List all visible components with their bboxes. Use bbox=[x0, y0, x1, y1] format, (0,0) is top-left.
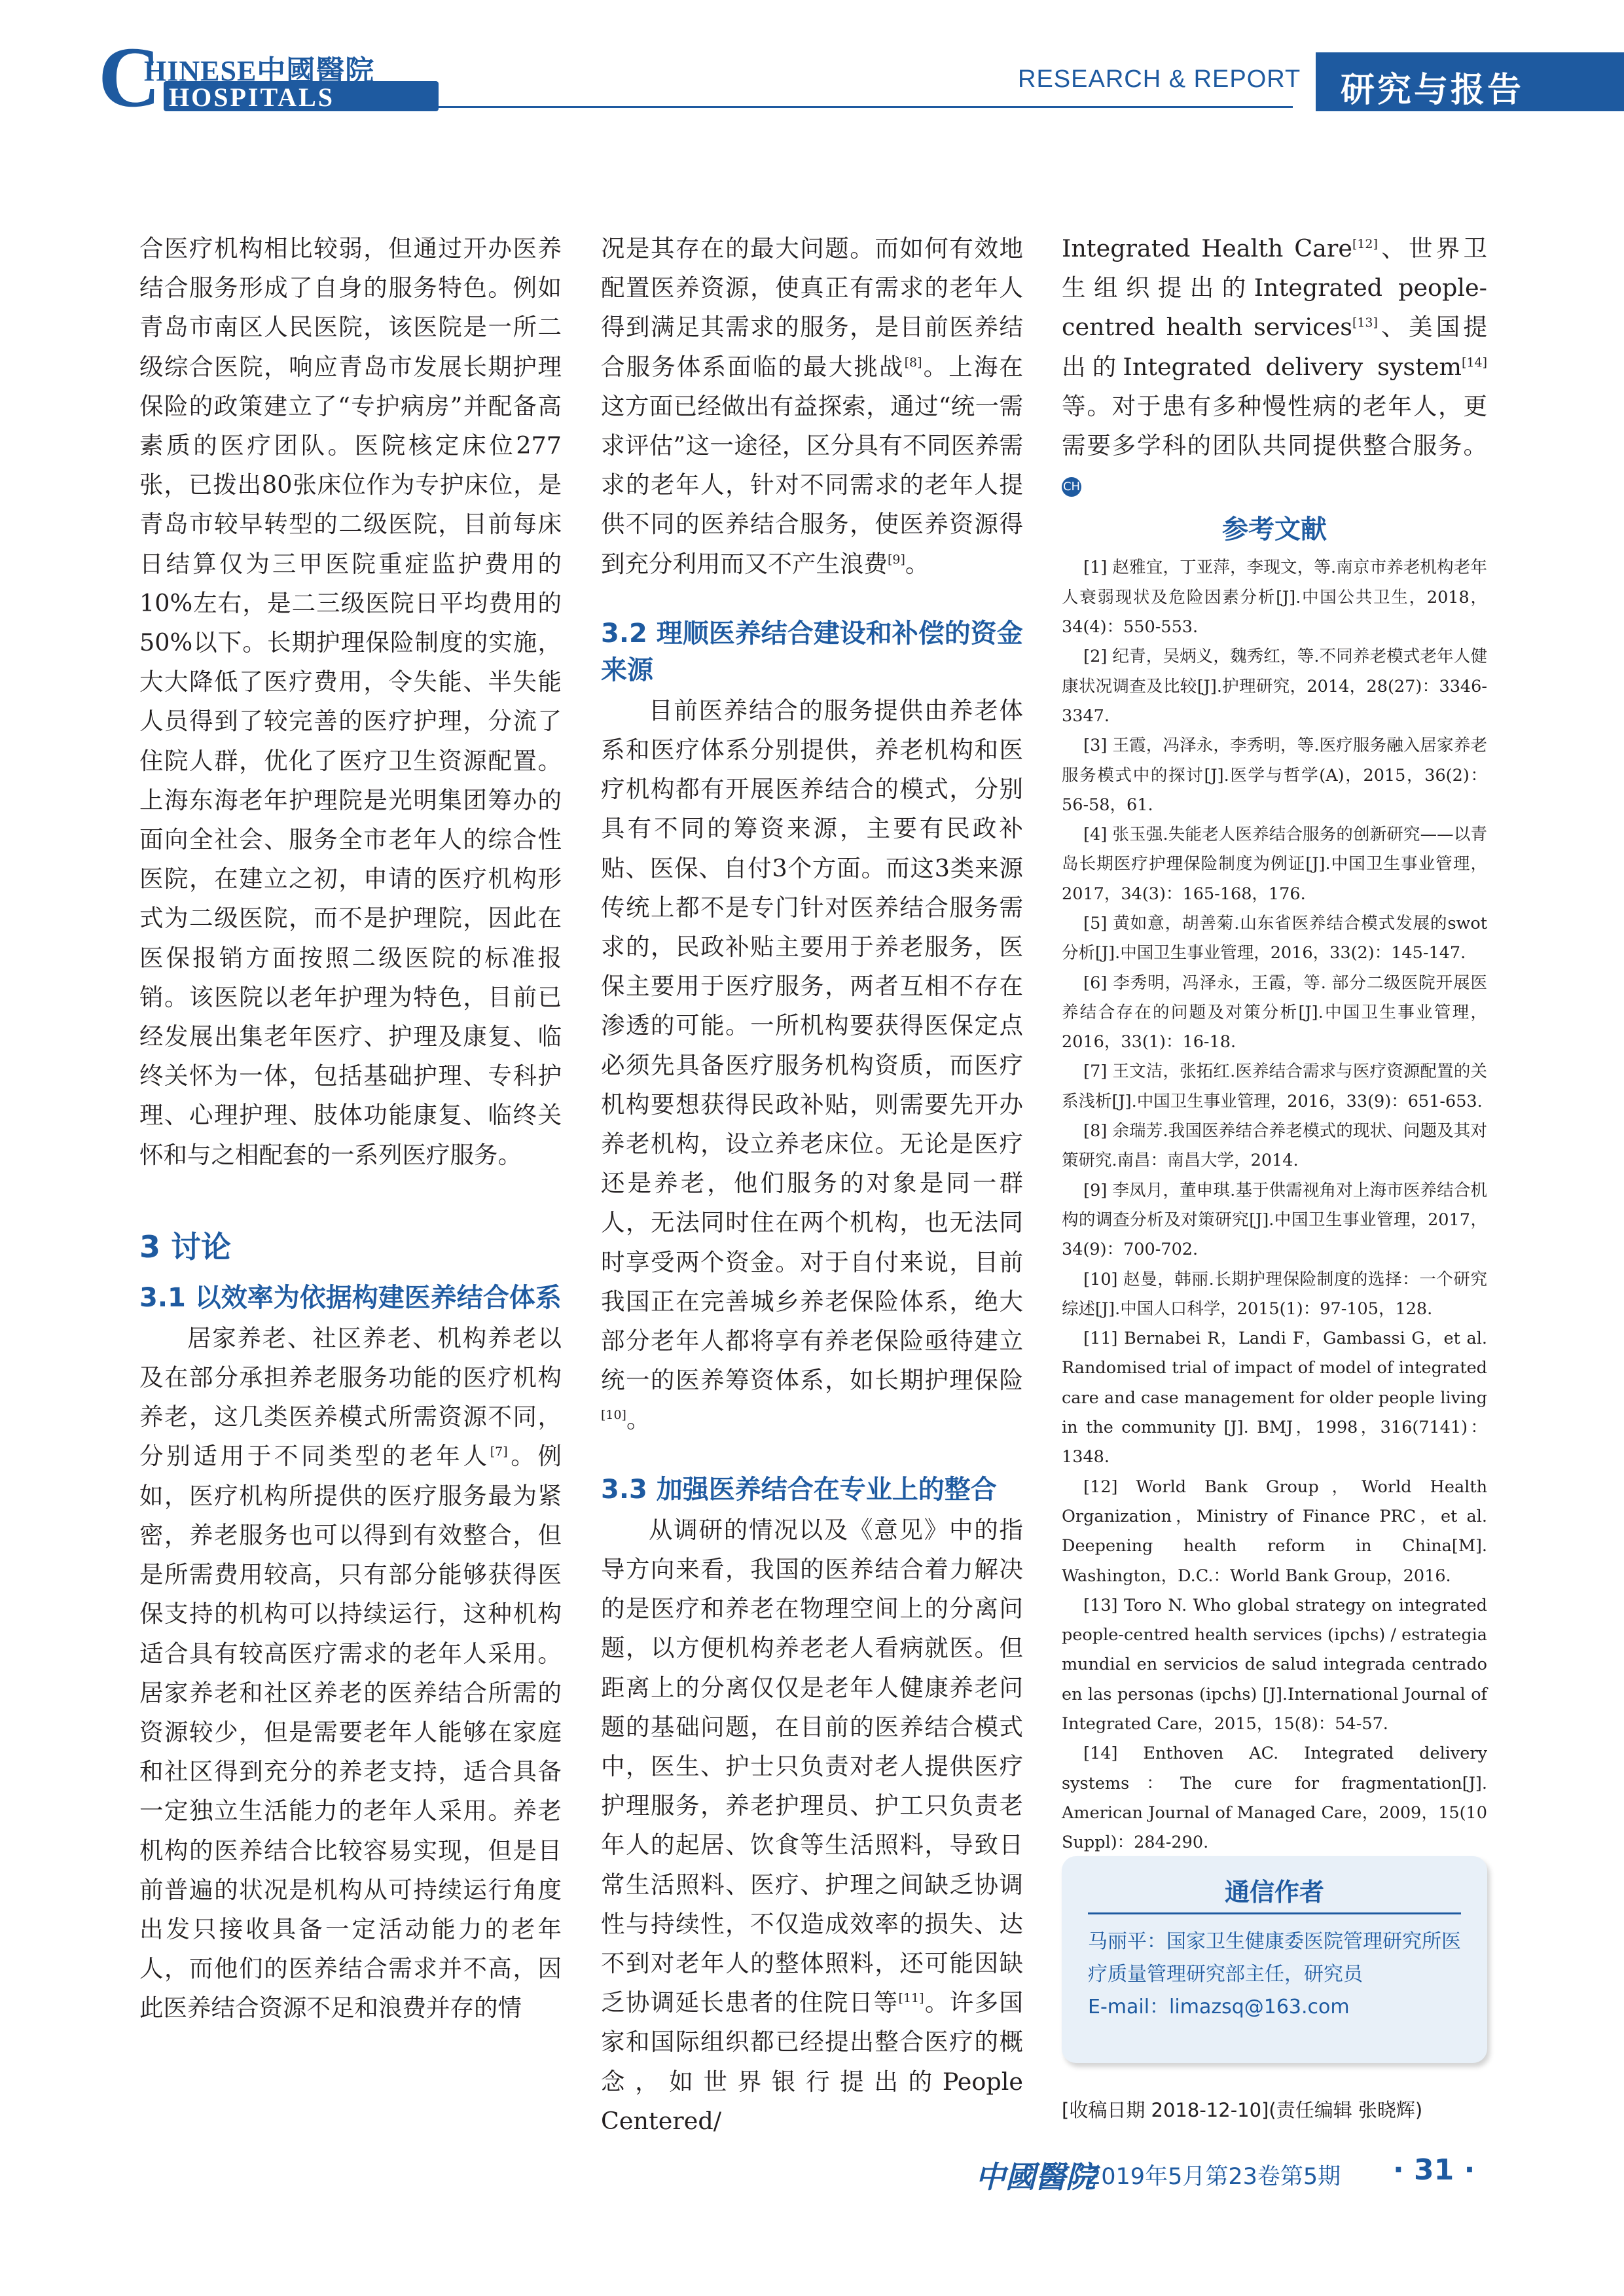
section-title-en: RESEARCH & REPORT bbox=[1018, 65, 1301, 93]
section-title-cn: 研究与报告 bbox=[1341, 71, 1525, 110]
corresponding-author-box bbox=[1062, 1856, 1487, 2063]
reference-item: [11] Bernabei R，Landi F，Gambassi G，et al. Randomised trial of impact of model of integrated care and case management for older people living in the community [J]. BMJ，1998，316(7141)：1348. bbox=[1062, 1329, 1487, 1467]
corresponding-author-info bbox=[1088, 1926, 1468, 2024]
citation[interactable]: [7] bbox=[490, 1444, 508, 1460]
reference-item: [4] 张玉强.失能老人医养结合服务的创新研究——以青岛长期医疗护理保险制度为例证[J].中国卫生事业管理，2017，34(3)：165-168，176. bbox=[1062, 825, 1487, 904]
column-1 bbox=[139, 229, 562, 2028]
reference-item: [2] 纪青，吴炳义，魏秀红，等.不同养老模式老年人健康状况调查及比较[J].护理研究，2014，28(27)：3346-3347. bbox=[1062, 647, 1487, 726]
references-heading: 参考文献 bbox=[1222, 514, 1327, 545]
reference-item: [3] 王霞，冯泽永，李秀明，等.医疗服务融入居家养老服务模式中的探讨[J].医学与哲学(A)，2015，36(2)：56-58，61. bbox=[1062, 736, 1487, 815]
reference-item: [8] 余瑞芳.我国医养结合养老模式的现状、问题及其对策研究.南昌：南昌大学，2014. bbox=[1062, 1121, 1487, 1171]
reference-item: [14] Enthoven AC. Integrated delivery systems：The cure for fragmentation[J]. American Journal of Managed Care，2009，15(10 Suppl)：284-290. bbox=[1062, 1744, 1487, 1853]
page-number: · 31 · bbox=[1393, 2153, 1475, 2187]
column-2 bbox=[601, 229, 1023, 2141]
citation[interactable]: [14] bbox=[1462, 355, 1487, 370]
reference-item: [1] 赵雅宜，丁亚萍，李现文，等.南京市养老机构老年人衰弱现状及危险因素分析[J].中国公共卫生，2018，34(4)：550-553. bbox=[1062, 558, 1487, 637]
paragraph-3-1-continued: 况是其存在的最大问题。而如何有效地配置医养资源，使真正有需求的老年人得到满足其需求的服务，是目前医养结合服务体系面临的最大挑战[8]。上海在这方面已经做出有益探索，通过“统一需求评估”这一途径，区分具有不同医养需求的老年人，针对不同需求的老年人提供不同的医养结合服务，使医养资源得到充分利用而又不产生浪费[9]。 bbox=[601, 234, 1023, 578]
references-list bbox=[1062, 553, 1487, 1857]
reference-item: [12] World Bank Group，World Health Organization，Ministry of Finance PRC，et al. Deepening health reform in China[M]. Washington，D.C.：World Bank Group，2016. bbox=[1062, 1477, 1487, 1586]
heading-3-3: 3.3 加强医养结合在专业上的整合 bbox=[601, 1474, 997, 1505]
reference-item: [10] 赵曼，韩丽.长期护理保险制度的选择：一个研究综述[J].中国人口科学，2015(1)：97-105，128. bbox=[1062, 1269, 1487, 1319]
logo-letter-c: C bbox=[98, 29, 161, 125]
header-rule bbox=[357, 106, 1293, 108]
paragraph-3-2: 目前医养结合的服务提供由养老体系和医疗体系分别提供，养老机构和医疗机构都有开展医养结合的模式，分别具有不同的筹资来源，主要有民政补贴、医保、自付3个方面。而这3类来源传统上都不是专门针对医养结合服务需求的，民政补贴主要用于养老服务，医保主要用于医疗服务，两者互相不存在渗透的可能。一所机构要获得医保定点必须先具备医疗服务机构资质，而医疗机构要想获得民政补贴，则需要先开办养老机构，设立养老床位。无论是医疗还是养老，他们服务的对象是同一群人，无法同时住在两个机构，也无法同时享受两个资金。对于自付来说，目前我国正在完善城乡养老保险体系，绝大部分老年人都将享有养老保险亟待建立统一的医养筹资体系，如长期护理保险[10]。 bbox=[601, 696, 1023, 1434]
corresponding-author-divider bbox=[1088, 1912, 1461, 1914]
corresponding-author-affiliation: 马丽平：国家卫生健康委医院管理研究所医疗质量管理研究部主任，研究员 bbox=[1088, 1930, 1461, 1986]
heading-3-2: 3.2 理顺医养结合建设和补偿的资金来源 bbox=[601, 618, 1023, 685]
footer-issue: 2019年5月第23卷第5期 bbox=[1087, 2164, 1341, 2190]
citation[interactable]: [8] bbox=[904, 355, 922, 370]
corresponding-author-title: 通信作者 bbox=[1224, 1878, 1324, 1907]
column-3 bbox=[1062, 229, 1487, 1857]
citation[interactable]: [11] bbox=[898, 1990, 924, 2005]
citation[interactable]: [13] bbox=[1352, 315, 1378, 331]
heading-discussion: 3 讨论 bbox=[139, 1229, 232, 1265]
paragraph-3-1: 居家养老、社区养老、机构养老以及在部分承担养老服务功能的医疗机构养老，这几类医养模式所需资源不同，分别适用于不同类型的老年人[7]。例如，医疗机构所提供的医疗服务最为紧密，养老服务也可以得到有效整合，但是所需费用较高，只有部分能够获得医保支持的机构可以持续运行，这种机构适合具有较高医疗需求的老年人采用。居家养老和社区养老的医养结合所需的资源较少，但是需要老年人能够在家庭和社区得到充分的养老支持，适合具备一定独立生活能力的老年人采用。养老机构的医养结合比较容易实现，但是目前普遍的状况是机构从可持续运行角度出发只接收具备一定活动能力的老年人，而他们的医养结合需求并不高，因此医养结合资源不足和浪费并存的情 bbox=[139, 1323, 562, 2022]
footer-journal-name: 中國醫院 bbox=[975, 2159, 1096, 2195]
logo-hospitals-text: HOSPITALS bbox=[169, 82, 334, 112]
reference-item: [9] 李凤月，董申琪.基于供需视角对上海市医养结合机构的调查分析及对策研究[J].中国卫生事业管理，2017，34(9)：700-702. bbox=[1062, 1180, 1487, 1260]
corresponding-author-email[interactable]: E-mail：limazsq@163.com bbox=[1088, 1996, 1350, 2018]
journal-logo bbox=[98, 29, 375, 125]
reference-item: [7] 王文洁，张拓红.医养结合需求与医疗资源配置的关系浅析[J].中国卫生事业管理，2016，33(9)：651-653. bbox=[1062, 1062, 1487, 1111]
reference-item: [5] 黄如意，胡善菊.山东省医养结合模式发展的swot分析[J].中国卫生事业管理，2016，33(2)：145-147. bbox=[1062, 913, 1487, 963]
reference-item: [6] 李秀明，冯泽永，王霞，等. 部分二级医院开展医养结合存在的问题及对策分析[J].中国卫生事业管理，2016，33(1)：16-18. bbox=[1062, 973, 1487, 1052]
paragraph-intro-continued: 合医疗机构相比较弱，但通过开办医养结合服务形成了自身的服务特色。例如青岛市南区人民医院，该医院是一所二级综合医院，响应青岛市发展长期护理保险的政策建立了“专护病房”并配备高素质的医疗团队。医院核定床位277张，已拨出80张床位作为专护床位，是青岛市较早转型的二级医院，目前每床日结算仅为三甲医院重症监护费用的10%左右，是二三级医院日平均费用的50%以下。长期护理保险制度的实施，大大降低了医疗费用，令失能、半失能人员得到了较完善的医疗护理，分流了住院人群，优化了医疗卫生资源配置。上海东海老年护理院是光明集团筹办的面向全社会、服务全市老年人的综合性医院，在建立之初，申请的医疗机构形式为二级医院，而不是护理院，因此在医保报销方面按照二级医院的标准报销。该医院以老年护理为特色，目前已经发展出集老年医疗、护理及康复、临终关怀为一体，包括基础护理、专科护理、心理护理、肢体功能康复、临终关怀和与之相配套的一系列医疗服务。 bbox=[139, 234, 562, 1169]
citation[interactable]: [9] bbox=[888, 552, 905, 567]
paragraph-3-3-continued: Integrated Health Care[12]、世界卫生组织提出的Integrated people-centred health services[13]、美国提出的Integrated delivery system[14]等。对于患有多种慢性病的老年人，更需要多学科的团队共同提供整合服务。 CH bbox=[1062, 229, 1487, 505]
citation[interactable]: [10] bbox=[601, 1408, 626, 1423]
heading-3-1: 3.1 以效率为依据构建医养结合体系 bbox=[139, 1282, 562, 1313]
reference-item: [13] Toro N. Who global strategy on integrated people-centred health services (ipchs) / estrategia mundial en servicios de salud integrada centrado en las personas (ipchs) [J].International Journal of Integrated Care，2015，15(8)：54-57. bbox=[1062, 1595, 1487, 1734]
citation[interactable]: [12] bbox=[1352, 236, 1378, 251]
logo-chinese-text: HINESE中國醫院 bbox=[144, 55, 375, 87]
end-of-article-icon: CH bbox=[1062, 477, 1081, 497]
received-date: [收稿日期 2018-12-10](责任编辑 张晓辉) bbox=[1062, 2099, 1423, 2121]
paragraph-3-3: 从调研的情况以及《意见》中的指导方向来看，我国的医养结合着力解决的是医疗和养老在物理空间上的分离问题，以方便机构养老老人看病就医。但距离上的分离仅仅是老年人健康养老问题的基础问题，在目前的医养结合模式中，医生、护士只负责对老人提供医疗护理服务，养老护理员、护工只负责老年人的起居、饮食等生活照料，导致日常生活照料、医疗、护理之间缺乏协调性与持续性，不仅造成效率的损失、达不到对老年人的整体照料，还可能因缺乏协调延长患者的住院日等[11]。许多国家和国际组织都已经提出整合医疗的概念，如世界银行提出的People Centered/ bbox=[601, 1515, 1024, 2135]
